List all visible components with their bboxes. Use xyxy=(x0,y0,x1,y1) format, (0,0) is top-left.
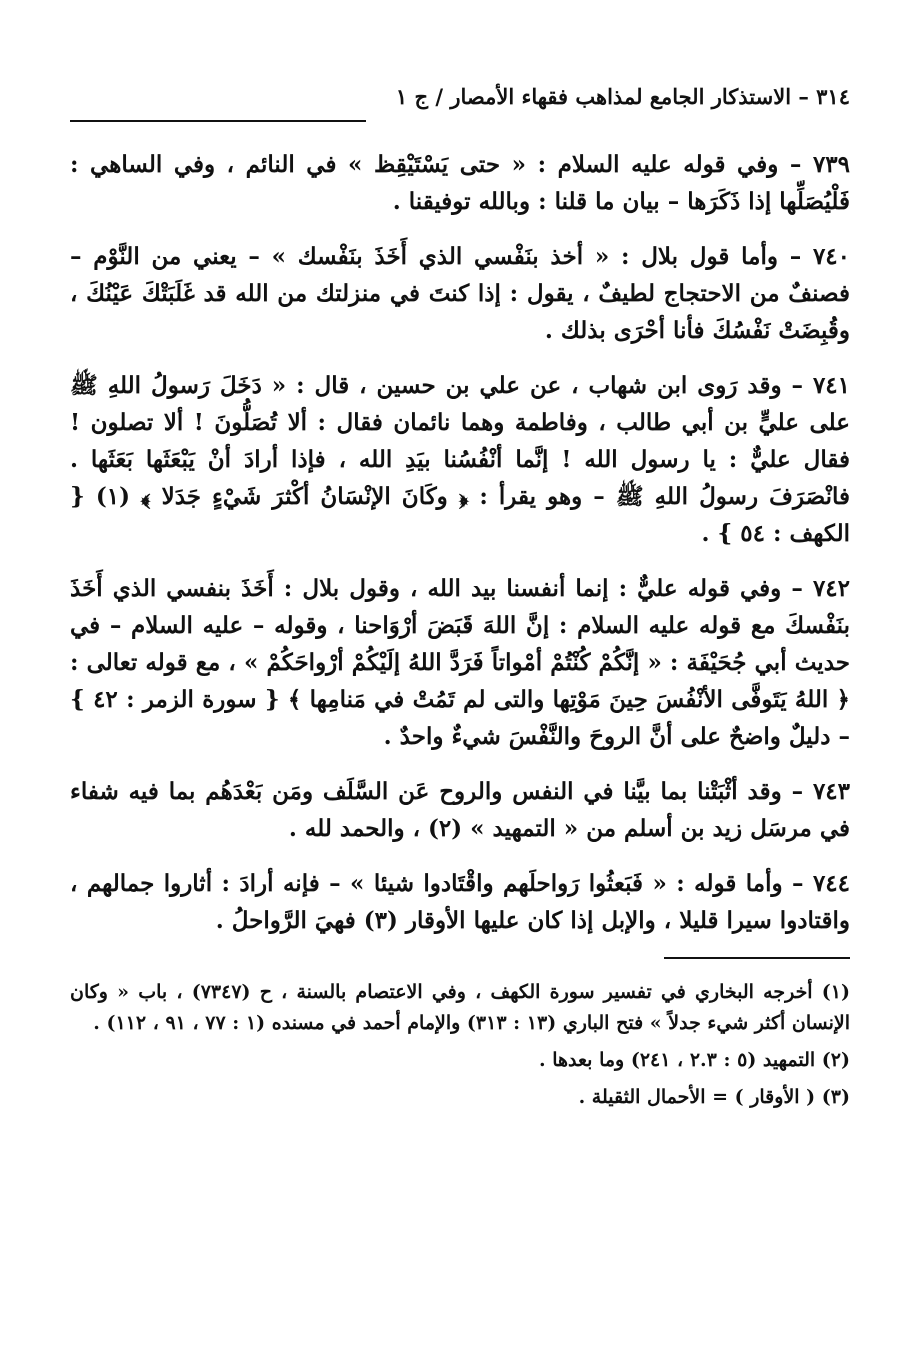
footnotes xyxy=(70,977,850,1113)
page-header xyxy=(70,78,850,122)
paragraph-740: ٧٤٠ – وأما قول بلال : « أخذ بنَفْسي الذي أَخَذَ بنَفْسك » – يعني من النَّوْم – فصنفٌ من الاحتجاج لطيفٌ ، يقول : إذا كنتَ في منزلتك من الله قد غَلَبَتْكَ عَيْنُكَ ، وقُبِضَتْ نَفْسُكَ فأنا أحْرَى بذلك . xyxy=(70,243,850,344)
running-header: ٣١٤ – الاستذكار الجامع لمذاهب فقهاء الأمصار / ج ١ xyxy=(395,84,850,109)
header-rule xyxy=(70,120,366,122)
footnote-rule xyxy=(664,957,850,959)
book-page xyxy=(70,78,850,1119)
paragraph-739: ٧٣٩ – وفي قوله عليه السلام : « حتى يَسْتَيْقِظ » في النائم ، وفي الساهي : فَلْيُصَلِّها إذا ذَكَرَها – بيان ما قلنا : وبالله توفيقنا . xyxy=(70,151,850,215)
paragraph-744: ٧٤٤ – وأما قوله : « فَبَعثُوا رَواحلَهم واقْتَادوا شيئا » – فإنه أرادَ : أثاروا جمالهم ، واقتادوا سيرا قليلا ، والإبل إذا كان عليها الأوقار (٣) فهيَ الرَّواحلُ . xyxy=(70,870,850,934)
footnote-3: (٣) ( الأوقار ) = الأحمال الثقيلة . xyxy=(578,1086,850,1108)
footnote-2: (٢) التمهيد (٥ : ٢.٣ ، ٢٤١) وما بعدها . xyxy=(538,1049,850,1071)
paragraph-743: ٧٤٣ – وقد أثْبَتْنا بما بيَّنا في النفس والروح عَن السَّلَف ومَن بَعْدَهُم بما فيه شفاء في مرسَل زيد بن أسلم من « التمهيد » (٢) ، والحمد لله . xyxy=(70,778,850,842)
paragraph-741: ٧٤١ – وقد رَوى ابن شهاب ، عن علي بن حسين ، قال : « دَخَلَ رَسولُ اللهِ ﷺ على عليٍّ بن أبي طالب ، وفاطمة وهما نائمان فقال : ألا تُصَلُّونَ ! ألا تصلون ! فقال عليٌّ : يا رسول الله ! إنَّما أنْفُسُنا بيَدِ الله ، فإذا أرادَ أنْ يَبْعَثَها بَعَثَها . فانْصَرَفَ رسولُ اللهِ ﷺ – وهو يقرأ : ﴿ وكَانَ الإنْسَانُ أكْثرَ شَيْءٍ جَدَلا ﴾ (١) { الكهف : ٥٤ } . xyxy=(70,372,850,547)
footnote-1: (١) أخرجه البخاري في تفسير سورة الكهف ، وفي الاعتصام بالسنة ، ح (٧٣٤٧) ، باب « وكان الإنسان أكثر شيء جدلاً » فتح الباري (١٣ : ٣١٣) والإمام أحمد في مسنده (١ : ٧٧ ، ٩١ ، ١١٢) . xyxy=(70,981,850,1034)
paragraph-742: ٧٤٢ – وفي قوله عليٌّ : إنما أنفسنا بيد الله ، وقول بلال : أَخَذَ بنفسي الذي أَخَذَ بنَفْسكَ مع قوله عليه السلام : إنَّ اللهَ قَبَضَ أرْوَاحنا ، وقوله – عليه السلام – في حديث أبي جُحَيْفَة : « إنَّكُمْ كُنْتُمْ أمْواتاً فَرَدَّ اللهُ إلَيْكُمْ أرْواحَكُمْ » ، مع قوله تعالى : ﴿ اللهُ يَتَوفَّى الأنْفُسَ حِينَ مَوْتِها والتى لم تَمُتْ في مَنامِها ﴾ { سورة الزمر : ٤٢ } – دليلٌ واضحٌ على أنَّ الروحَ والنَّفْسَ شيءٌ واحدٌ . xyxy=(70,575,850,750)
